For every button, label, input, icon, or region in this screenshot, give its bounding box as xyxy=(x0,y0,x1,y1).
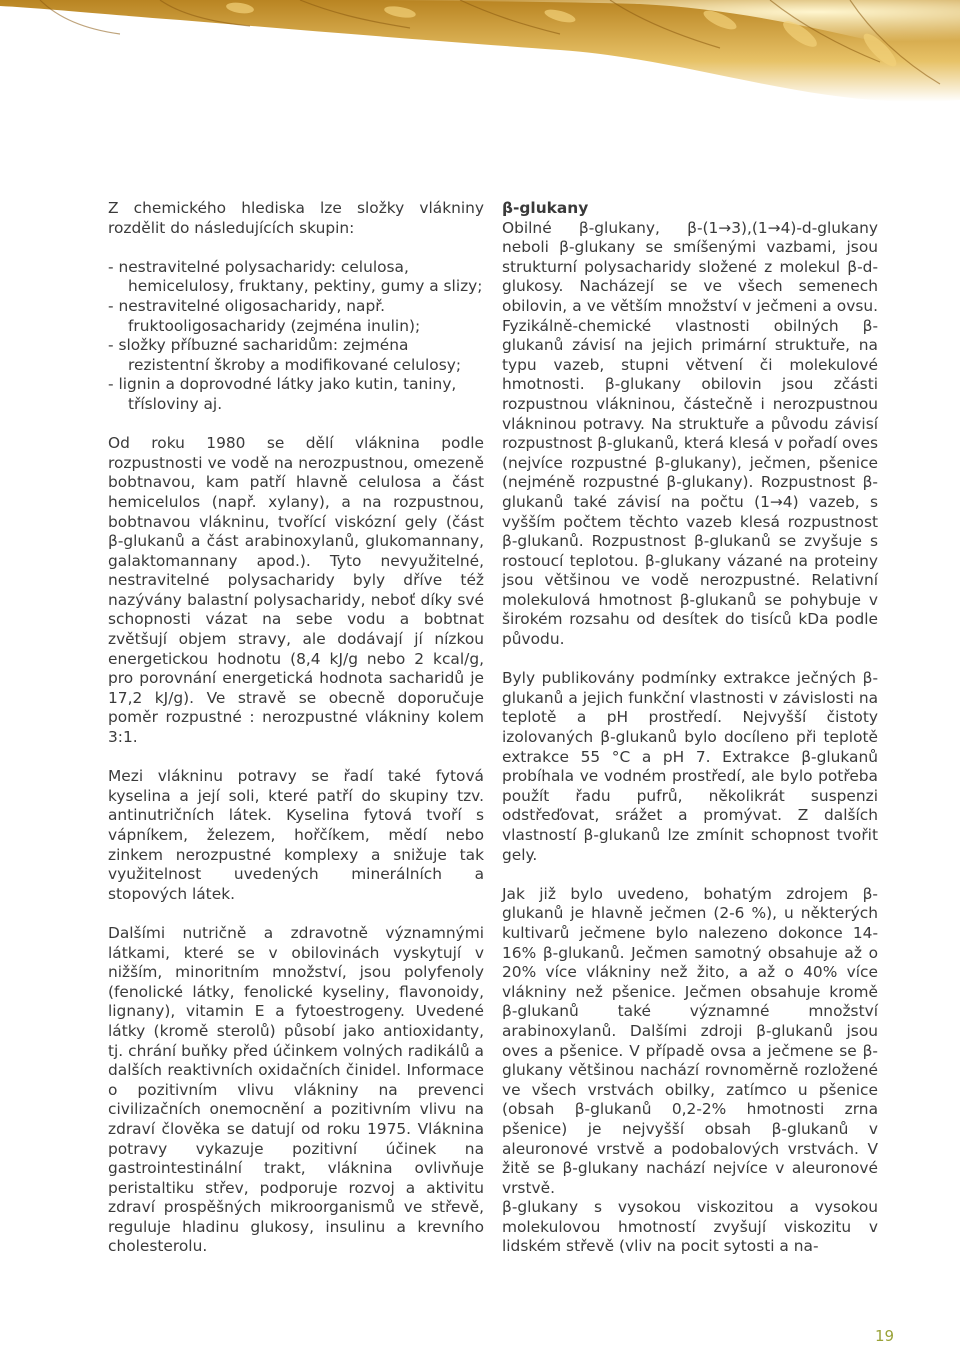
paragraph-extraction: Byly publikovány podmínky extrakce ječných β-glukanů a jejich funkční vlastnosti v závislosti na teplotě a pH prostředí. Nejvyšší čistoty izolovaných β-glukanů bylo docíleno při teplotě extrakce 55 °C a pH 7. Extrakce β-glukanů probíhala ve vodném prostředí, ale bylo potřeba použít řadu pufrů, několikrát suspenzi odstřeďovat, srážet a promývat. Z dalších vlastností β-glukanů lze zmínit schopnost tvořit gely. xyxy=(502,669,878,864)
list-item: - nestravitelné polysacharidy: celulosa, hemicelulosy, fruktany, pektiny, gumy a slizy; xyxy=(108,257,483,296)
fiber-components-list xyxy=(108,258,484,415)
paragraph-polyphenols: Dalšími nutričně a zdravotně významnými látkami, které se v obilovinách vyskytují v nižším, minoritním množství, jsou polyfenoly (fenolické látky, fenolické kyseliny, flavonoidy, lignany), vitamin E a fytoestrogeny. Uvedené látky (kromě sterolů) působí jako antioxidanty, tj. chrání buňky před účinkem volných radikálů a dalších reaktivních oxidačních činidel. Informace o pozitivním vlivu vlákniny na prevenci civilizačních onemocnění a pozitivním vlivu na zdraví člověka se datují od roku 1975. Vláknina potravy vykazuje pozitivní účinek na gastrointestinální trakt, vláknina ovlivňuje peristaltiku střev, podporuje rozvoj a aktivitu zdraví prospěšných mikroorganismů ve střevě, reguluje hladinu glukosy, insulinu a krevního cholesterolu. xyxy=(108,923,484,1256)
list-item: - lignin a doprovodné látky jako kutin, taniny, třísloviny aj. xyxy=(108,375,457,413)
page-number: 19 xyxy=(875,1327,895,1345)
right-column xyxy=(502,199,878,1257)
paragraph-beta-glucans: Obilné β-glukany, β-(1→3),(1→4)-d-glukany neboli β-glukany se smíšenými vazbami, jsou strukturní polysacharidy složené z molekul β-d-glukosy. Nacházejí se ve všech semenech obilovin, a ve větším množství v ječmeni a ovsu. Fyzikálně-chemické vlastnosti obilných β-glukanů závisí na jejich primární struktuře, na typu vazeb, stupni větvení či molekulové hmotnosti. β-glukany obilovin jsou zčásti rozpustnou vlákninou, částečně i nerozpustnou vlákninou potravy. Na struktuře a původu závisí rozpustnost β-glukanů, která klesá v pořadí oves (nejvíce rozpustné β-glukany), ječmen, pšenice (nejméně rozpustné β-glukany). Rozpustnost β-glukanů také závisí na počtu (1→4) vazeb, s vyšším počtem těchto vazeb klesá rozpustnost β-glukanů. Rozpustnost β-glukanů se zvyšuje s rostoucí teplotou. β-glukany vázané na proteiny jsou většinou ve vodě nerozpustné. Relativní molekulová hmotnost β-glukanů se pohybuje v širokém rozsahu od desítek do tisíců kDa podle původu. xyxy=(502,218,878,649)
list-item: - složky příbuzné sacharidům: zejména rezistentní škroby a modifikované celulosy; xyxy=(108,336,462,374)
intro-paragraph: Z chemického hlediska lze složky vlákniny rozdělit do následujících skupin: xyxy=(108,199,484,237)
left-column xyxy=(108,199,484,1257)
paragraph-viscosity: β-glukany s vysokou viskozitou a vysokou molekulovou hmotností zvyšují viskozitu v lidském střevě (vliv na pocit sytosti a na- xyxy=(502,1198,878,1256)
paragraph-solubility: Od roku 1980 se dělí vláknina podle rozpustnosti ve vodě na nerozpustnou, omezeně bobtnavou, kam patří hlavně celulosa a část hemicelulos (např. xylany), a na rozpustnou, bobtnavou vlákninu, tvořící viskózní gely (část β-glukanů a část arabinoxylanů, glukomannany, galaktomannany apod.). Tyto nevyužitelné, nestravitelné polysacharidy byly dříve též nazývány balastní polysacharidy, neboť díky své schopnosti vázat na sebe vodu a bobtnat zvětšují objem stravy, ale dodávají jí nízkou energetickou hodnotu (8,4 kJ/g nebo 2 kcal/g, pro porovnání energetická hodnota sacharidů je 17,2 kJ/g). Ve stravě se obecně doporučuje poměr rozpustné : nerozpustné vlákniny kolem 3:1. xyxy=(108,434,484,747)
paragraph-phytic-acid: Mezi vlákninu potravy se řadí také fytová kyselina a její soli, které patří do skupiny tzv. antinutričních látek. Kyselina fytová tvoří s vápníkem, železem, hořčíkem, mědí nebo zinkem nerozpustné komplexy a snižuje tak využitelnost uvedených minerálních a stopových látek. xyxy=(108,767,484,903)
section-heading: β-glukany xyxy=(502,199,589,217)
paragraph-sources: Jak již bylo uvedeno, bohatým zdrojem β-glukanů je hlavně ječmen (2-6 %), u některých kultivarů ječmene bylo nalezeno dokonce 14-16% β-glukanů. Ječmen samotný obsahuje až o 20% více vlákniny než žito, a až o 40% více vlákniny než pšenice. Ječmen obsahuje kromě β-glukanů také významné množství arabinoxylanů. Dalšími zdroji β-glukanů jsou oves a pšenice. V případě ovsa a ječmene se β-glukany většinou nachází rovnoměrně rozložené ve všech vrstvách obilky, zatímco u pšenice (obsah β-glukanů 0,2-2% hmotnosti zrna pšenice) je nejvyšší obsah β-glukanů v aleuronové vrstvě a podobalových vrstvách. V žitě se β-glukany nachází nejvíce v aleuronové vrstvě. xyxy=(502,884,878,1197)
list-item: - nestravitelné oligosacharidy, např. fruktooligosacharidy (zejména inulin); xyxy=(108,296,421,335)
header-banner-wheat-image xyxy=(0,0,960,112)
